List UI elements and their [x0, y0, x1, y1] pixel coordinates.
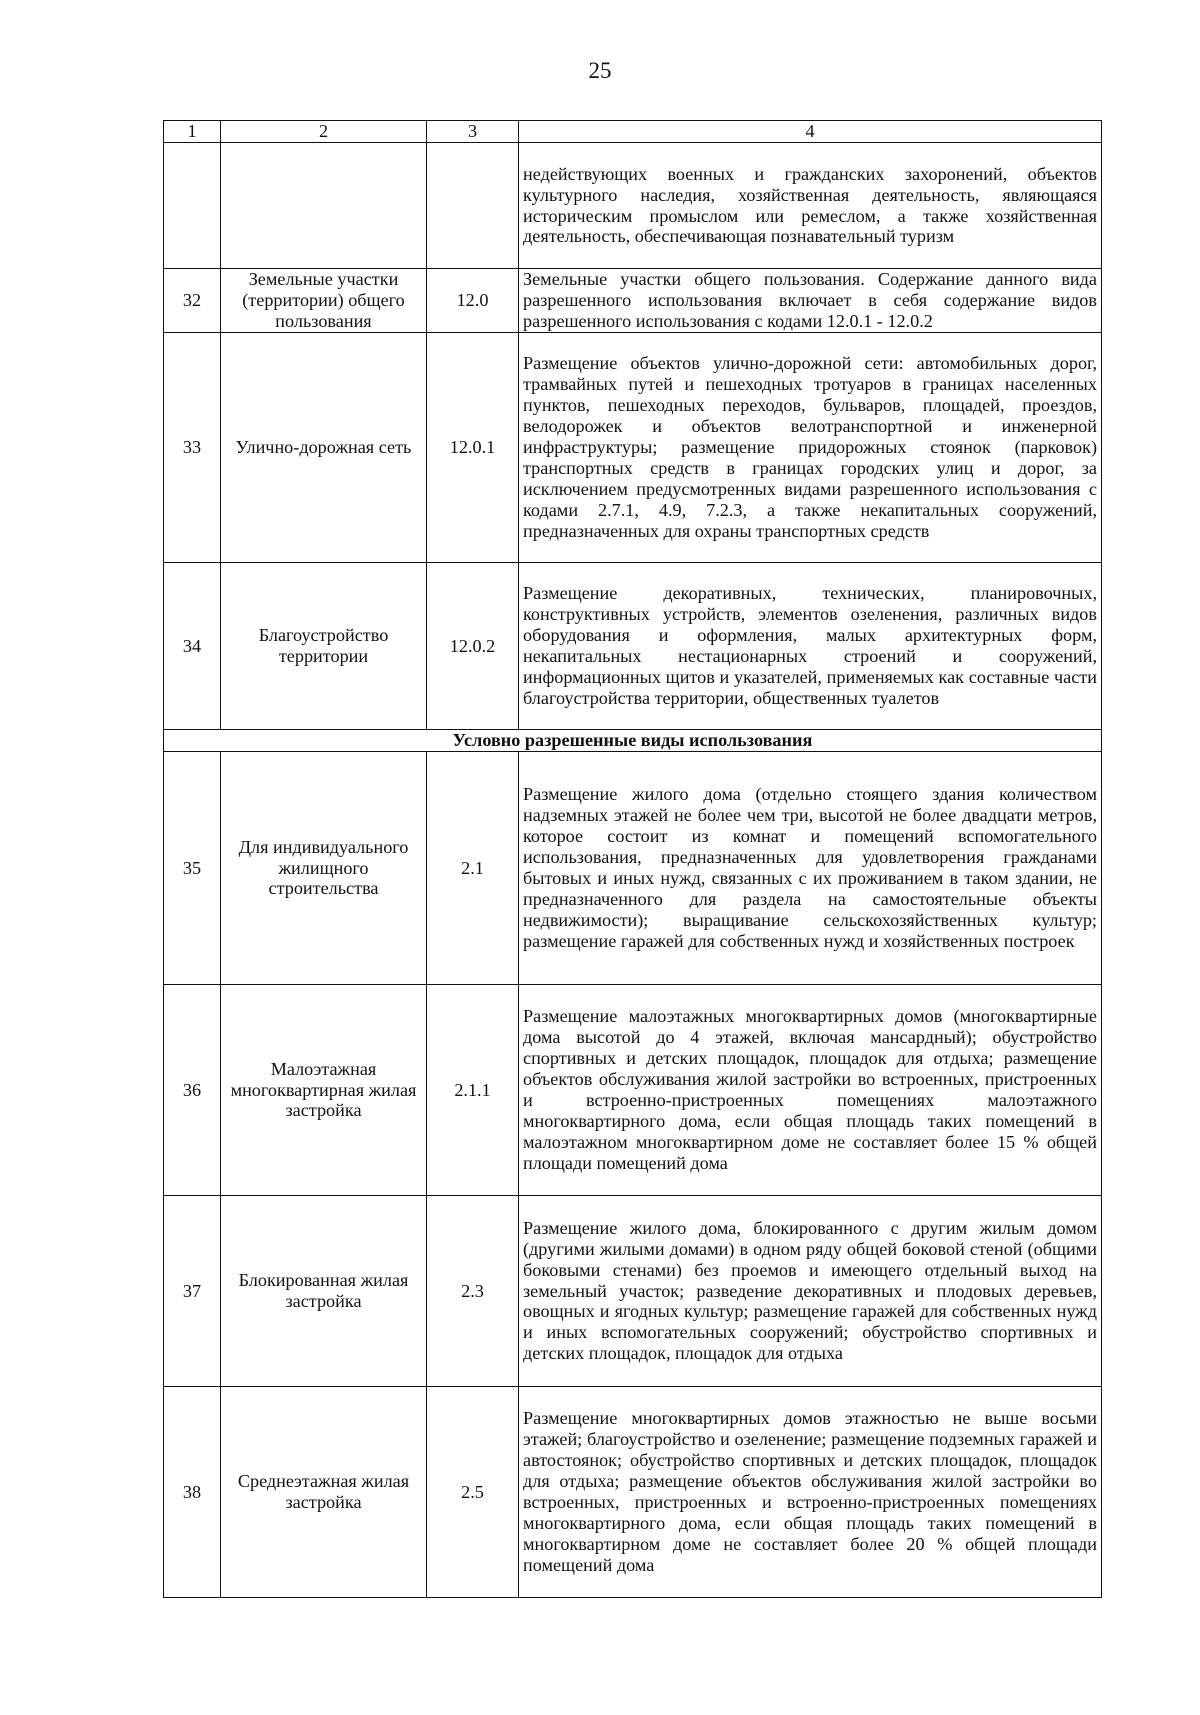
land-use-description-cell: Размещение многоквартирных домов этажностью не выше восьми этажей; благоустройство и озеленение; размещение подземных гаражей и автостоянок; обустройство спортивных и детских площадок, площадок для отдыха; размещение объектов обслуживания жилой застройки во встроенных, пристроенных и встроенно-пристроенных помещениях многоквартирного дома, если общая площадь таких помещений в многоквартирном доме не составляет более 20 % общей площади помещений дома: [519, 1387, 1102, 1598]
table-row-32: [164, 269, 1102, 333]
table-row-38: [164, 1387, 1102, 1598]
conditional-use-section-row: [164, 730, 1102, 752]
table-row-33: [164, 333, 1102, 563]
land-use-code-cell: [427, 143, 519, 269]
table-row-37: [164, 1196, 1102, 1387]
row-number-cell: 36: [164, 985, 221, 1196]
land-use-table: [163, 120, 1102, 1598]
land-use-name-cell: Малоэтажная многоквартирная жилая застройка: [221, 985, 427, 1196]
row-number-cell: 32: [164, 269, 221, 333]
column-number-4: 4: [519, 121, 1102, 143]
table-row-34: [164, 563, 1102, 730]
land-use-code-cell: 12.0: [427, 269, 519, 333]
land-use-code-cell: 12.0.1: [427, 333, 519, 563]
land-use-name-cell: [221, 143, 427, 269]
section-title: Условно разрешенные виды использования: [164, 730, 1102, 752]
land-use-code-cell: 2.1.1: [427, 985, 519, 1196]
land-use-description-cell: недействующих военных и гражданских захоронений, объектов культурного наследия, хозяйственная деятельность, являющаяся историческим промыслом или ремеслом, а также хозяйственная деятельность, обеспечивающая познавательный туризм: [519, 143, 1102, 269]
column-number-1: 1: [164, 121, 221, 143]
table-row-continuation: [164, 143, 1102, 269]
land-use-description-cell: Размещение малоэтажных многоквартирных домов (многоквартирные дома высотой до 4 этажей, включая мансардный); обустройство спортивных и детских площадок, площадок для отдыха; размещение объектов обслуживания жилой застройки во встроенных, пристроенных и встроенно-пристроенных помещениях малоэтажного многоквартирного дома, если общая площадь таких помещений в малоэтажном многоквартирном доме не составляет более 15 % общей площади помещений дома: [519, 985, 1102, 1196]
land-use-name-cell: Для индивидуального жилищного строительства: [221, 752, 427, 985]
row-number-cell: 37: [164, 1196, 221, 1387]
land-use-name-cell: Среднеэтажная жилая застройка: [221, 1387, 427, 1598]
land-use-code-cell: 2.1: [427, 752, 519, 985]
row-number-cell: 38: [164, 1387, 221, 1598]
row-number-cell: 33: [164, 333, 221, 563]
row-number-cell: [164, 143, 221, 269]
land-use-code-cell: 12.0.2: [427, 563, 519, 730]
row-number-cell: 34: [164, 563, 221, 730]
land-use-name-cell: Улично-дорожная сеть: [221, 333, 427, 563]
land-use-code-cell: 2.5: [427, 1387, 519, 1598]
row-number-cell: 35: [164, 752, 221, 985]
column-number-3: 3: [427, 121, 519, 143]
land-use-description-cell: Размещение жилого дома (отдельно стоящего здания количеством надземных этажей не более чем три, высотой не более двадцати метров, которое состоит из комнат и помещений вспомогательного использования, предназначенных для удовлетворения гражданами бытовых и иных нужд, связанных с их проживанием в таком здании, не предназначенного для раздела на самостоятельные объекты недвижимости); выращивание сельскохозяйственных культур; размещение гаражей для собственных нужд и хозяйственных построек: [519, 752, 1102, 985]
table-row-36: [164, 985, 1102, 1196]
land-use-code-cell: 2.3: [427, 1196, 519, 1387]
page-number: 25: [588, 58, 612, 83]
land-use-description-cell: Размещение жилого дома, блокированного с другим жилым домом (другими жилыми домами) в одном ряду общей боковой стеной (общими боковыми стенами) без проемов и имеющего отдельный выход на земельный участок; разведение декоративных и плодовых деревьев, овощных и ягодных культур; размещение гаражей для собственных нужд и иных вспомогательных сооружений; обустройство спортивных и детских площадок, площадок для отдыха: [519, 1196, 1102, 1387]
land-use-name-cell: Блокированная жилая застройка: [221, 1196, 427, 1387]
column-number-header-row: [164, 121, 1102, 143]
land-use-description-cell: Размещение объектов улично-дорожной сети: автомобильных дорог, трамвайных путей и пешеходных тротуаров в границах населенных пунктов, пешеходных переходов, бульваров, площадей, проездов, велодорожек и объектов велотранспортной и инженерной инфраструктуры; размещение придорожных стоянок (парковок) транспортных средств в границах городских улиц и дорог, за исключением предусмотренных видами разрешенного использования с кодами 2.7.1, 4.9, 7.2.3, а также некапитальных сооружений, предназначенных для охраны транспортных средств: [519, 333, 1102, 563]
land-use-name-cell: Земельные участки (территории) общего пользования: [221, 269, 427, 333]
table-row-35: [164, 752, 1102, 985]
land-use-name-cell: Благоустройство территории: [221, 563, 427, 730]
land-use-description-cell: Размещение декоративных, технических, планировочных, конструктивных устройств, элементов озеленения, различных видов оборудования и оформления, малых архитектурных форм, некапитальных нестационарных строений и сооружений, информационных щитов и указателей, применяемых как составные части благоустройства территории, общественных туалетов: [519, 563, 1102, 730]
column-number-2: 2: [221, 121, 427, 143]
land-use-description-cell: Земельные участки общего пользования. Содержание данного вида разрешенного использования включает в себя содержание видов разрешенного использования с кодами 12.0.1 - 12.0.2: [519, 269, 1102, 333]
